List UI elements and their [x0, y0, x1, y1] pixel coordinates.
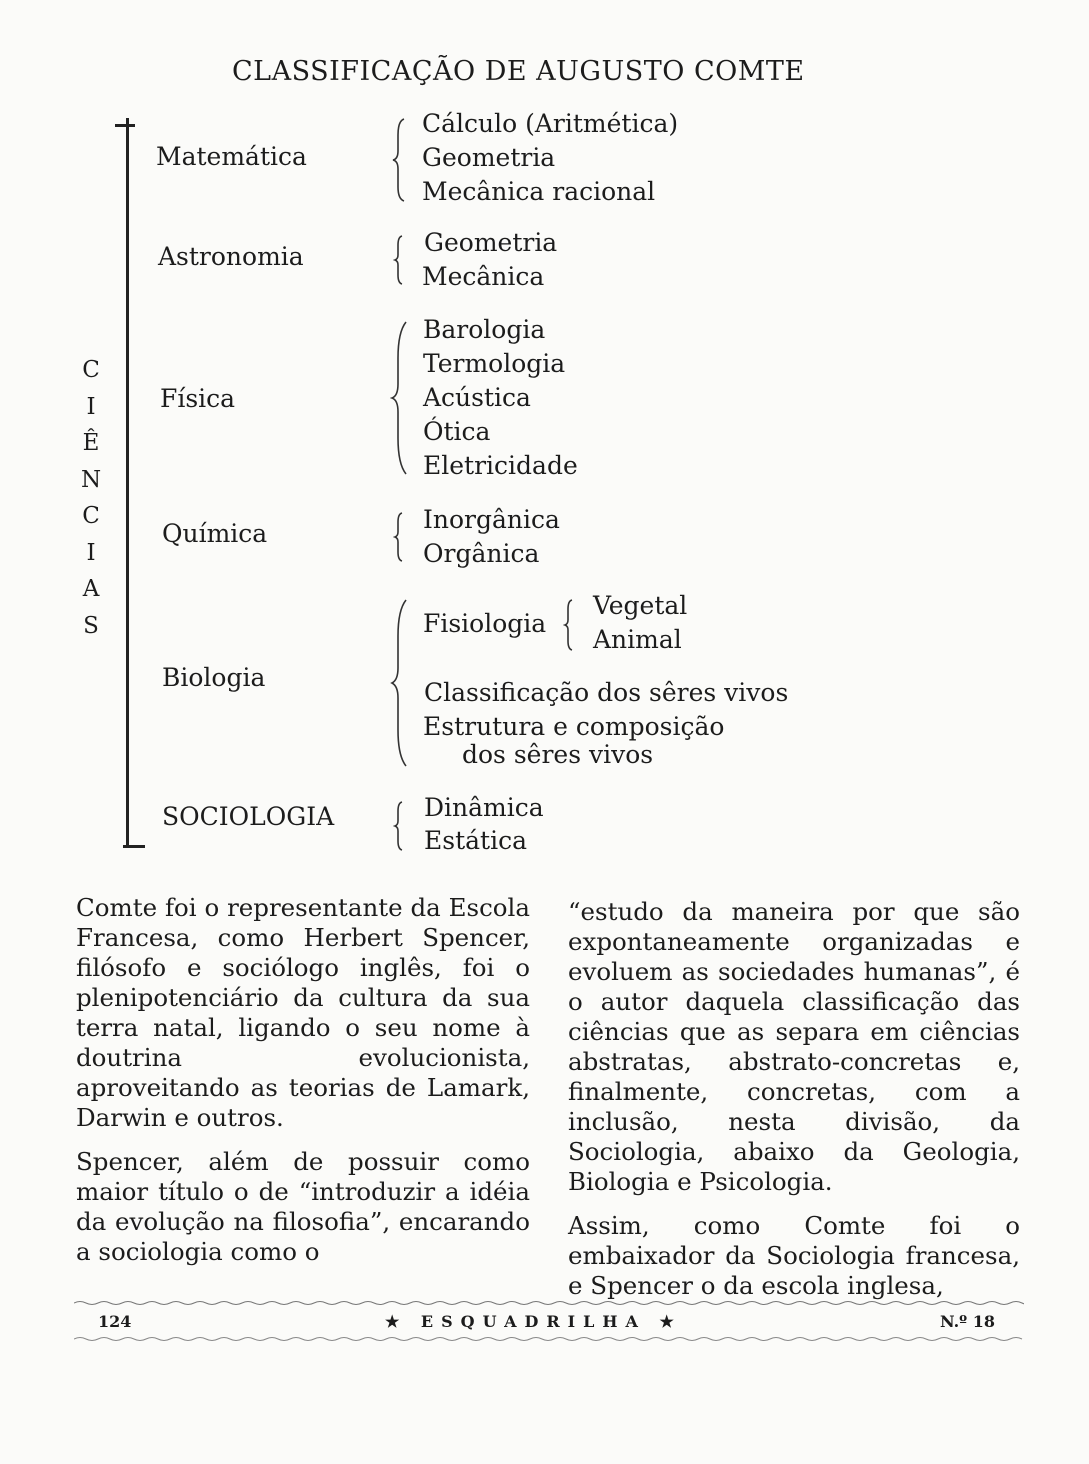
magazine-name: ★ ESQUADRILHA ★ — [385, 1312, 682, 1331]
bracket-bottom-tick — [123, 845, 145, 848]
sub-item: Dinâmica — [424, 793, 544, 822]
brace-matematica — [390, 115, 410, 205]
sub-item: Geometria — [424, 228, 558, 257]
category-biologia: Biologia — [162, 663, 266, 692]
sub-item: Acústica — [423, 383, 531, 412]
sub-item: Animal — [593, 625, 682, 654]
sub-item: Cálculo (Aritmética) — [422, 109, 679, 138]
brace-fisiologia — [563, 597, 577, 653]
page-number: 124 — [98, 1312, 132, 1331]
issue-number: N.º 18 — [940, 1312, 996, 1331]
paragraph: “estudo da maneira por que são expontaneamente organizadas e evoluem as sociedades humanas”, é o autor daquela classificação das ciências que as separa em ciências abstratas, abstrato-concretas e, finalmente, concretas, com a inclusão, nesta divisão, da Sociologia, abaixo da Geologia, Biologia e Psicologia. — [568, 897, 1020, 1196]
category-matematica: Matemática — [156, 142, 307, 171]
sub-item: Eletricidade — [423, 451, 578, 480]
sub-item: Vegetal — [593, 591, 688, 620]
side-letter: I — [86, 539, 96, 566]
page-title: CLASSIFICAÇÃO DE AUGUSTO COMTE — [232, 56, 805, 87]
footer-top-rule — [74, 1300, 1024, 1306]
paragraph: Spencer, além de possuir como maior título o de “introduzir a idéia da evolução na filosofia”, encarando a sociologia como o — [76, 1147, 530, 1266]
footer-bottom-rule — [74, 1336, 1024, 1342]
side-letter: C — [82, 503, 100, 529]
brace-astronomia — [393, 233, 407, 287]
sciences-bracket-line — [126, 118, 129, 848]
side-letter: S — [83, 612, 99, 639]
category-quimica: Química — [162, 519, 268, 548]
side-letter: I — [86, 393, 96, 420]
sub-item: dos sêres vivos — [462, 740, 654, 769]
sub-item: Barologia — [423, 315, 546, 344]
brace-sociologia — [393, 799, 407, 853]
sub-item: Orgânica — [423, 539, 540, 568]
paragraph: Comte foi o representante da Escola Francesa, como Herbert Spencer, filósofo e sociólogo inglês, foi o plenipotenciário da cultura da sua terra natal, ligando o seu nome à doutrina evolucionista, aproveitando as teorias de Lamark, Darwin e outros. — [76, 893, 530, 1132]
text-column-left — [76, 893, 530, 1267]
sub-item: Classificação dos sêres vivos — [424, 678, 789, 707]
sub-item: Estrutura e composição — [423, 712, 725, 741]
brace-biologia — [390, 596, 412, 770]
sub-item: Termologia — [423, 349, 566, 378]
sub-item-fisiologia: Fisiologia — [423, 609, 547, 638]
ciencias-vertical-label — [79, 352, 103, 644]
side-letter: N — [80, 466, 102, 493]
sub-item: Inorgânica — [423, 505, 560, 534]
sub-item: Mecânica — [422, 262, 545, 291]
side-letter: C — [82, 357, 100, 383]
category-astronomia: Astronomia — [158, 242, 304, 271]
sub-item: Geometria — [422, 143, 556, 172]
category-sociologia: SOCIOLOGIA — [162, 802, 335, 831]
text-column-right — [568, 897, 1020, 1301]
side-letter: A — [82, 576, 100, 602]
brace-fisica — [390, 318, 412, 478]
side-letter: Ê — [82, 430, 100, 456]
sub-item: Mecânica racional — [422, 177, 656, 206]
sub-item: Ótica — [423, 417, 491, 446]
sub-item: Estática — [424, 826, 527, 855]
brace-quimica — [393, 510, 407, 564]
paragraph: Assim, como Comte foi o embaixador da Sociologia francesa, e Spencer o da escola inglesa, — [568, 1211, 1020, 1300]
category-fisica: Física — [160, 384, 236, 413]
bracket-top-tick — [115, 124, 135, 127]
